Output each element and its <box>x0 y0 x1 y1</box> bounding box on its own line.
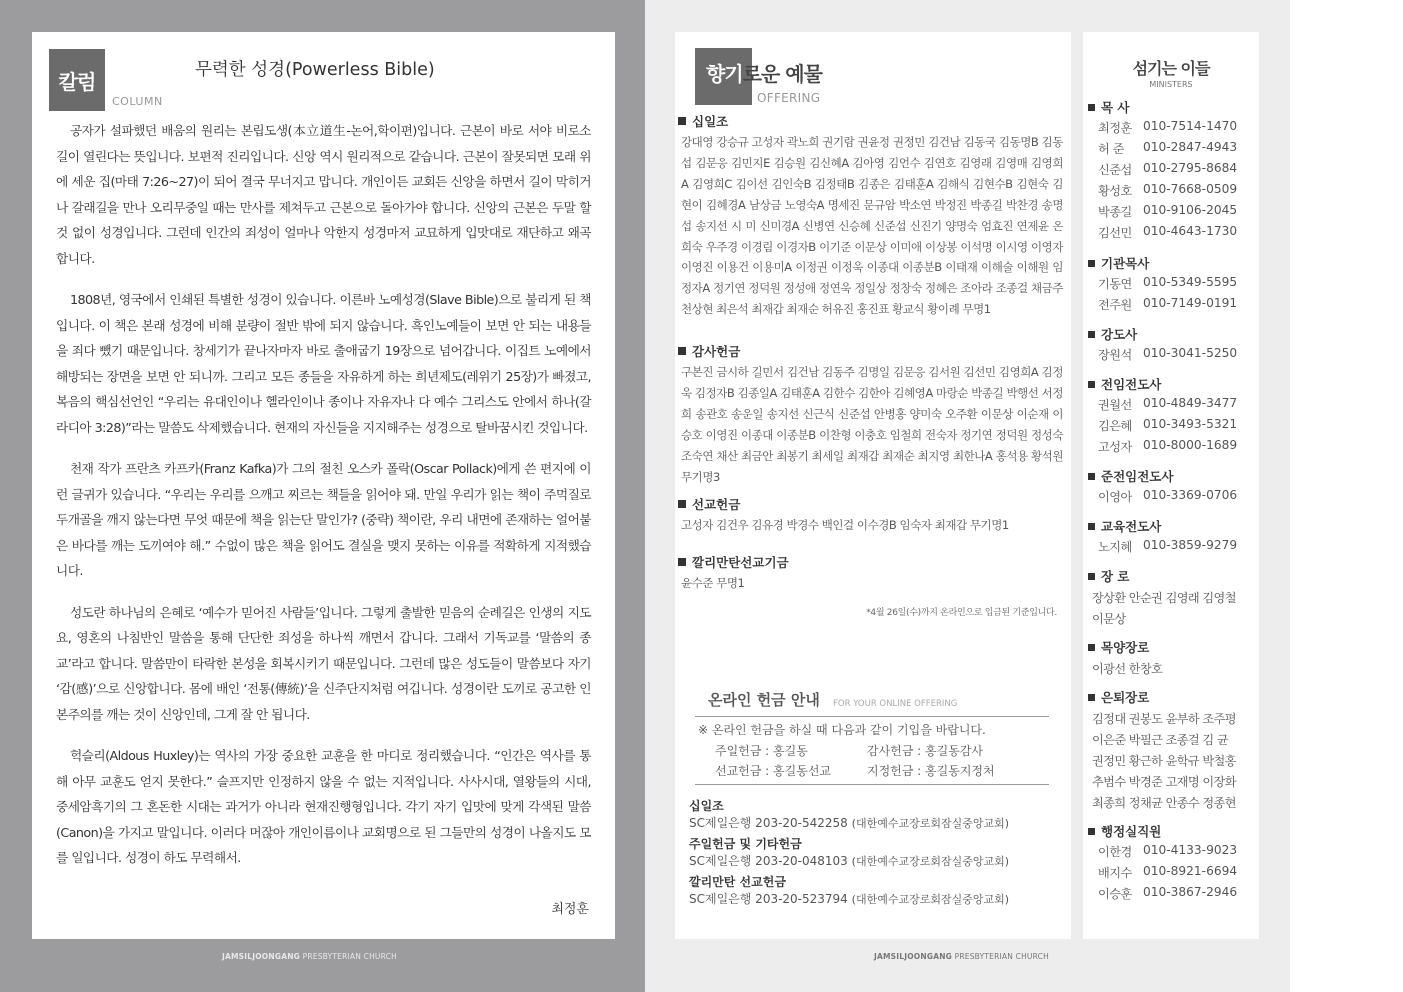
ministers-subtitle: MINISTERS <box>1149 80 1193 89</box>
ministers-section-pastors: 목 사 최정훈 010-7514-1470 허 준 010-2847-4943 신준섭 010-2795-8684 황성호 010-7668-0509 박종길 010-9106-2045 김선민 010-4643-1730 <box>1088 98 1256 245</box>
ministers-section-shepherd-elders: 목양장로 이광선 한창호 <box>1088 638 1256 680</box>
minister-row: 김선민 010-4643-1730 <box>1098 224 1238 240</box>
minister-row: 허 준 010-2847-4943 <box>1098 140 1238 156</box>
online-offering-instructions: ※ 온라인 헌금을 하실 때 다음과 같이 기입을 바랍니다. <box>698 723 986 737</box>
column-paragraph: 헉슬리(Aldous Huxley)는 역사의 가장 중요한 교훈을 한 마디로 정리했습니다. “인간은 역사를 통해 아무 교훈도 얻지 못한다.” 슬프지만 인정하지 않을 수 없는 지적입니다. 사사시대, 열왕들의 시대, 중세암흑기의 그 혼돈한 시대는 과거가 아니라 현재진행형입니다. 각기 자기 입맛에 맞게 각색된 말씀(Canon)을 가지고 말입니다. 이러다 머잖아 개인이름이나 교회명으로 된 그들만의 성경이 나올지도 모를 일입니다. 성경이 하도 무력해서. <box>56 748 591 865</box>
bullet-square-icon <box>1088 331 1095 338</box>
bullet-square-icon <box>678 558 686 566</box>
minister-row: 이한경 010-4133-9023 <box>1098 843 1238 859</box>
offering-names: 강대영 강승규 고성자 곽노희 권기람 권윤정 권정민 김건남 김동국 김동명B 김동섭 김문응 김민지E 김승원 김신혜A 김아영 김언수 김연호 김영래 김영매 김영희A 김영희C 김이선 김인숙B 김정태B 김종은 김태훈A 김해식 김현수B 김현숙 김현이 김혜경A 남상금 노영숙A 명세진 문규암 박소연 박정진 박종길 박찬경 송명섭 송지선 시 미 신미경A 신병연 신승혜 신준섭 신진기 양명숙 엄효진 연제윤 온희숙 우주경 이경림 이경자B 이기준 이문상 이미애 이상봉 이석명 이시영 이영자 이영진 이용건 이용미A 이정권 이정욱 이종대 이종분B 이태재 이해술 이해원 임정자A 정기연 정덕원 정성애 정연욱 정일상 정창숙 정혜은 조아라 조종걸 채금주 천상현 최은석 최재갑 최재순 허유진 홍진표 황교식 황이례 무명1 <box>681 135 1063 317</box>
ministers-title: 섬기는 이들 <box>1132 59 1210 78</box>
minister-row: 고성자 010-8000-1689 <box>1098 438 1238 454</box>
offering-panel <box>675 32 1071 939</box>
offering-names: 고성자 김건우 김유경 박경수 백인걸 이수경B 임숙자 최재갑 무기명1 <box>681 518 1009 532</box>
column-paragraph: 천재 작가 프란츠 카프카(Franz Kafka)가 그의 절친 오스카 폴락(Oscar Pollack)에게 쓴 편지에 이런 글귀가 있습니다. “우리는 우리를 으깨고 찌르는 책들을 읽어야 돼. 만일 우리가 읽는 책이 주먹질로 두개골을 깨지 않는다면 무엇 때문에 책을 읽는단 말인가? (중략) 책이란, 우리 내면에 존재하는 얼어붙은 바다를 깨는 도끼여야 해.” 수없이 많은 책을 읽어도 결실을 맺지 못하는 이유를 적확하게 지적했습니다. <box>56 461 591 578</box>
offering-section-title: 십일조 <box>692 114 729 129</box>
column-subtitle: COLUMN <box>112 95 163 108</box>
minister-row: 이영아 010-3369-0706 <box>1098 488 1238 504</box>
ministers-section-retired-elders: 은퇴장로 김정대 권봉도 윤부하 조주평 이은준 박필근 조종걸 김 균 권정민 황근하 윤학규 박철홍 추범수 박경준 고재명 이장화 최종희 정채균 안종수 정종현 <box>1088 688 1256 814</box>
bullet-square-icon <box>678 500 686 508</box>
divider <box>695 716 1049 717</box>
minister-row: 배지수 010-8921-6694 <box>1098 864 1238 880</box>
ministers-section-education: 교육전도사 노지혜 010-3859-9279 <box>1088 517 1256 559</box>
minister-row: 노지혜 010-3859-9279 <box>1098 538 1238 554</box>
minister-row: 황성호 010-7668-0509 <box>1098 182 1238 198</box>
account-sunday: 주일헌금 및 기타헌금 SC제일은행 203-20-048103 (대한예수교장로회잠실중앙교회) <box>689 837 1010 868</box>
ministers-section-institutional: 기관목사 기동연 010-5349-5595 전주원 010-7149-0191 <box>1088 254 1256 317</box>
bullet-square-icon <box>1088 694 1095 701</box>
online-offering-title: 온라인 헌금 안내 <box>708 691 820 709</box>
offering-section-mission <box>678 495 1063 536</box>
offering-section-title: 선교헌금 <box>692 497 741 512</box>
bullet-square-icon <box>1088 828 1095 835</box>
ministers-section-elders: 장 로 장상환 안순권 김영래 김영철 이문상 <box>1088 567 1256 630</box>
online-offering-examples: 주일헌금 : 홍길동 감사헌금 : 홍길동감사 선교헌금 : 홍길동선교 지정헌금 : 홍길동지정처 <box>715 744 995 778</box>
bullet-square-icon <box>1088 473 1095 480</box>
ministers-section-fulltime: 전임전도사 권월선 010-4849-3477 김은혜 010-3493-5321 고성자 010-8000-1689 <box>1088 375 1256 459</box>
ministers-section-office-staff: 행정실직원 이한경 010-4133-9023 배지수 010-8921-6694 이승훈 010-3867-2946 <box>1088 822 1256 906</box>
ministers-panel <box>1083 32 1259 939</box>
column-title: 무력한 성경(Powerless Bible) <box>195 60 435 80</box>
offering-subtitle: OFFERING <box>757 91 821 105</box>
offering-section-tithe <box>678 112 1063 320</box>
footer-left: JAMSILJOONGANG PRESBYTERIAN CHURCH <box>222 952 397 961</box>
minister-row: 박종길 010-9106-2045 <box>1098 203 1238 219</box>
column-body <box>56 118 591 887</box>
minister-row: 기동연 010-5349-5595 <box>1098 275 1238 291</box>
column-signature: 최정훈 <box>551 902 589 917</box>
column-paragraph: 성도란 하나님의 은혜로 ‘예수가 믿어진 사람들’입니다. 그렇게 출발한 믿음의 순례길은 인생의 지도요, 영혼의 나침반인 말씀을 통해 단단한 죄성을 하나씩 깨면서 갑니다. 그래서 기독교를 ‘말씀의 종교’라고 합니다. 말씀만이 타락한 본성을 회복시키기 때문입니다. 그런데 많은 성도들이 말씀보다 자기 ‘감(感)’으로 신앙합니다. 몸에 배인 ‘전통(傳統)’을 신주단지처럼 여깁니다. 성경이란 도끼로 공고한 인본주의를 깨는 것이 신앙인데, 그게 잘 안 됩니다. <box>56 604 591 722</box>
ministers-section-preacher: 강도사 장원석 010-3041-5250 <box>1088 325 1256 367</box>
offering-section-thanks <box>678 342 1063 487</box>
account-kalimantan: 깔리만탄 선교헌금 SC제일은행 203-20-523794 (대한예수교장로회잠실중앙교회) <box>689 875 1010 906</box>
column-paragraph: 공자가 설파했던 배움의 원리는 본립도생(本立道生-논어,학이편)입니다. 근본이 바로 서야 비로소 길이 열린다는 뜻입니다. 보편적 진리입니다. 신앙 역시 원리적으로 같습니다. 근본이 잘못되면 모래 위에 세운 집(마태 7:26~27)이 되어 결국 무너지고 맙니다. 개인이든 교회든 신앙을 하면서 길이 막히거나 갈래길을 만나 오리무중일 때는 만사를 제쳐두고 근본으로 돌아가야 합니다. 신앙의 근본은 두말 할 것 없이 성경입니다. 그런데 인간의 죄성이 얼마나 악한지 성경마저 교묘하게 입맛대로 재단하고 왜곡합니다. <box>56 123 591 266</box>
bullet-square-icon <box>1088 644 1095 651</box>
footer-right: JAMSILJOONGANG PRESBYTERIAN CHURCH <box>874 952 1049 961</box>
minister-row: 전주원 010-7149-0191 <box>1098 296 1238 312</box>
bullet-square-icon <box>678 117 686 125</box>
column-badge: 칼럼 <box>49 49 105 111</box>
offering-title: 향기로운 예물 <box>706 62 822 86</box>
account-tithe: 십일조 SC제일은행 203-20-542258 (대한예수교장로회잠실중앙교회) <box>689 799 1010 830</box>
column-paragraph: 1808년, 영국에서 인쇄된 특별한 성경이 있습니다. 이른바 노예성경(Slave Bible)으로 불리게 된 책입니다. 이 책은 본래 성경에 비해 분량이 절반 밖에 되지 않습니다. 흑인노예들이 보면 안 되는 내용들을 죄다 뺐기 때문입니다. 창세기가 끝나자마자 바로 출애굽기 19장으로 넘어갑니다. 이집트 노예에서 해방되는 장면을 보면 안 되니까. 그리고 모든 종들을 자유하게 하는 희년제도(레위기 25장)가 빠졌고, 복음의 핵심선언인 “우리는 유대인이나 헬라인이나 종이나 자유자나 다 예수 그리스도 안에서 하나(갈라디아 3:28)”라는 말씀도 삭제했습니다. 현재의 자신들을 지지해주는 성경으로 탈바꿈시킨 것입니다. <box>56 292 591 435</box>
minister-row: 장원석 010-3041-5250 <box>1098 346 1238 362</box>
bullet-square-icon <box>678 347 686 355</box>
ministers-section-semi-fulltime: 준전임전도사 이영아 010-3369-0706 <box>1088 467 1256 509</box>
minister-row: 신준섭 010-2795-8684 <box>1098 161 1238 177</box>
divider <box>695 784 1049 785</box>
bullet-square-icon <box>1088 381 1095 388</box>
bullet-square-icon <box>1088 104 1095 111</box>
bullet-square-icon <box>1088 523 1095 530</box>
bullet-square-icon <box>1088 573 1095 580</box>
offering-section-title: 감사헌금 <box>692 344 741 359</box>
bullet-square-icon <box>1088 260 1095 267</box>
minister-row: 최정훈 010-7514-1470 <box>1098 119 1238 135</box>
offering-section-kalimantan <box>678 553 1063 594</box>
offering-names: 윤수준 무명1 <box>681 576 745 590</box>
minister-row: 권월선 010-4849-3477 <box>1098 396 1238 412</box>
offering-section-title: 깔리만탄선교기금 <box>692 555 789 570</box>
minister-row: 이승훈 010-3867-2946 <box>1098 885 1238 901</box>
offering-note: *4월 26일(수)까지 온라인으로 입금된 기준입니다. <box>866 608 1057 618</box>
offering-names: 구본진 금시하 길민서 김건남 김동주 김명일 김문응 김서원 김선민 김영희A 김정욱 김정자B 김종일A 김태훈A 김한수 김한아 김혜영A 마랑순 박종길 박행선 서정희 송관호 송운일 송지선 신근식 신준섭 안병홍 양미숙 오주환 이문상 이순재 이승호 이영진 이종대 이종분B 이찬형 이충호 임철희 전숙자 정기연 정덕원 정성숙 조숙연 채산 최금안 최봉기 최세일 최재갑 최재순 최지영 최한나A 홍석용 황석원 무기명3 <box>681 365 1063 484</box>
online-offering-subtitle: FOR YOUR ONLINE OFFERING <box>833 699 958 709</box>
column-panel <box>32 32 615 939</box>
minister-row: 김은혜 010-3493-5321 <box>1098 417 1238 433</box>
